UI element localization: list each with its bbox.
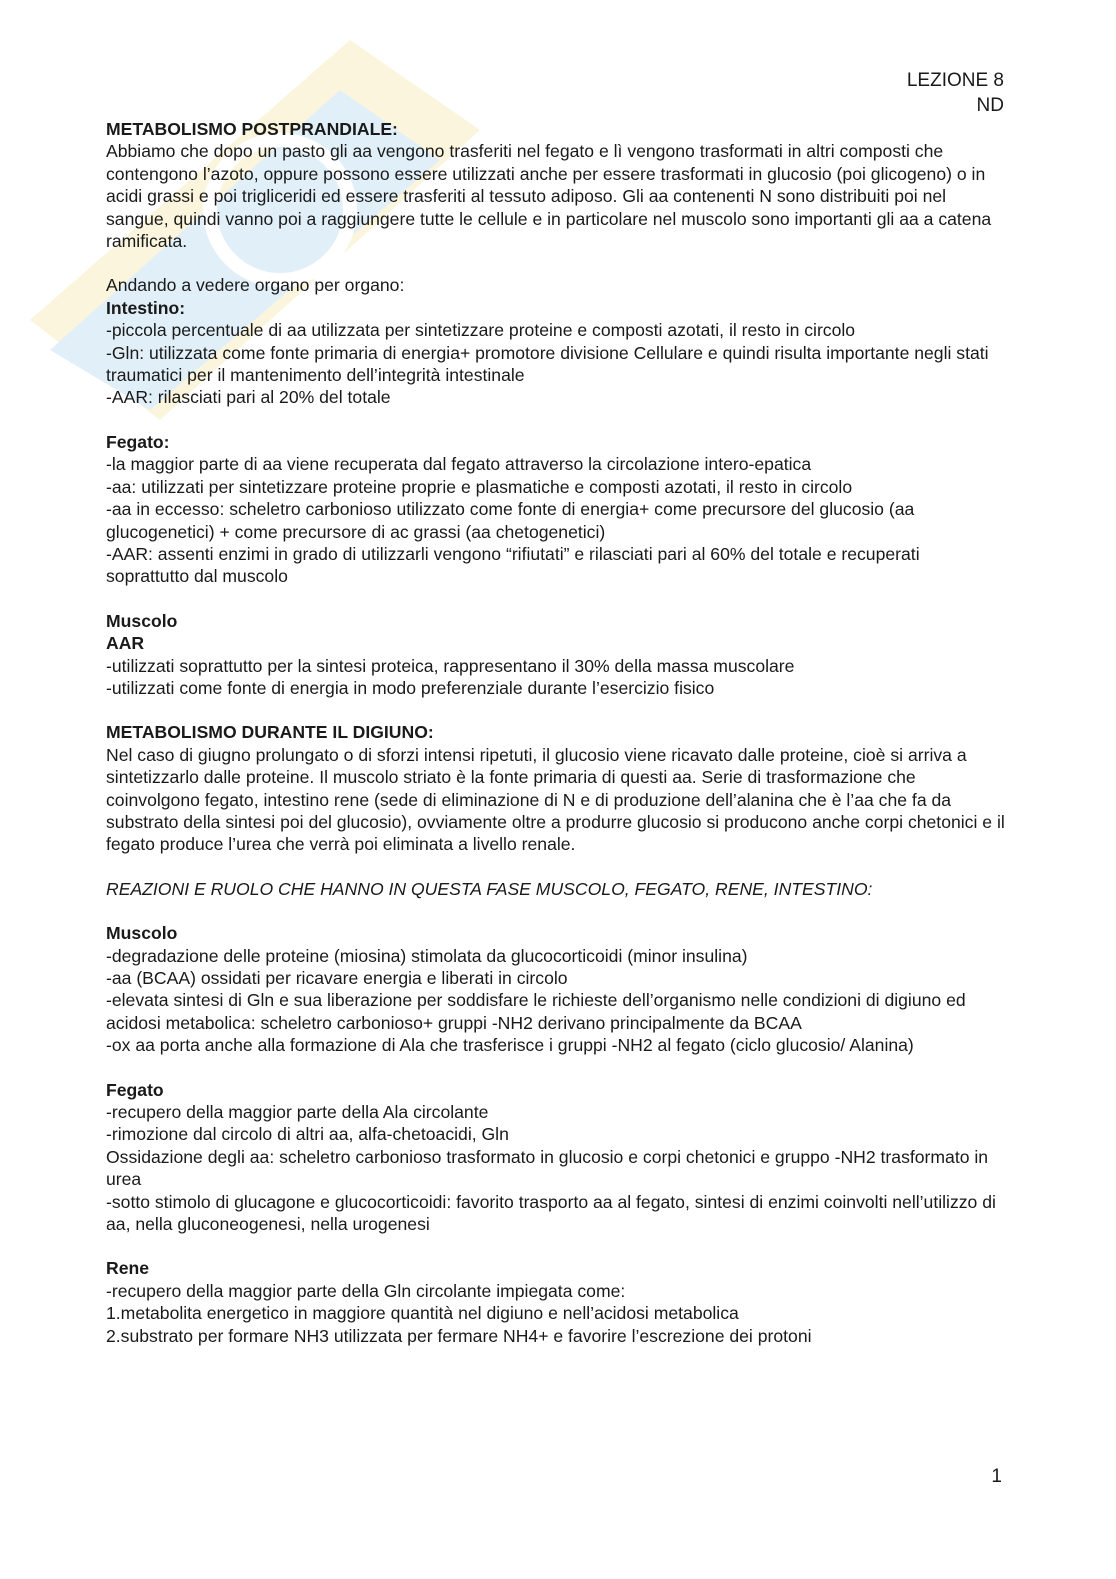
list-line: -degradazione delle proteine (miosina) stimolata da glucocorticoidi (minor insulina) [106, 945, 748, 966]
subheading-fegato: Fegato [106, 1079, 164, 1100]
list-line: -elevata sintesi di Gln e sua liberazione per soddisfare le richieste dell’organismo nelle condizioni di digiuno ed acidosi metabolica: scheletro carbonioso+ gruppi -NH2 derivano principalmente da BCAA [106, 990, 966, 1033]
document-body [106, 118, 1006, 1347]
list-line: Ossidazione degli aa: scheletro carbonioso trasformato in glucosio e corpi chetonici e gruppo -NH2 trasformato in urea [106, 1146, 989, 1190]
page-number: 1 [991, 1466, 1002, 1487]
subheading-muscolo: Muscolo [106, 923, 178, 944]
list-line: -recupero della maggior parte della Gln circolante impiegata come: [106, 1280, 626, 1301]
list-line: 1.metabolita energetico in maggiore quantità nel digiuno e nell’acidosi metabolica [106, 1303, 739, 1324]
list-line: -aa (BCAA) ossidati per ricavare energia e liberati in circolo [106, 968, 568, 988]
subheading-rene: Rene [106, 1258, 150, 1279]
list-line: -piccola percentuale di aa utilizzata per sintetizzare proteine e composti azotati, il resto in circolo [106, 320, 856, 341]
list-line: -utilizzati come fonte di energia in modo preferenziale durante l’esercizio fisico [106, 677, 715, 698]
page-header [907, 68, 1004, 118]
list-line: -rimozione dal circolo di altri aa, alfa-chetoacidi, Gln [106, 1124, 509, 1145]
list-line: -ox aa porta anche alla formazione di Ala che trasferisce i gruppi -NH2 al fegato (ciclo glucosio/ Alanina) [106, 1035, 914, 1056]
list-line: -recupero della maggior parte della Ala circolante [106, 1102, 489, 1123]
subheading-muscolo: Muscolo [106, 610, 178, 631]
section-title-postprandial: METABOLISMO POSTPRANDIALE: [106, 119, 398, 139]
paragraph: Abbiamo che dopo un pasto gli aa vengono trasferiti nel fegato e lì vengono trasformati in altri composti che contengono l’azoto, oppure possono essere utilizzati anche per essere trasformati in glucosio (poi glicogeno) o in acidi grassi e poi trigliceridi ed essere trasferiti al tessuto adiposo. Gli aa contenenti N sono distribuiti poi nel sangue, quindi vanno poi a raggiungere tutte le cellule e in particolare nel muscolo sono importanti gli aa a catena ramificata. [106, 141, 992, 252]
subheading-fegato: Fegato: [106, 431, 170, 452]
list-line: -AAR: rilasciati pari al 20% del totale [106, 387, 391, 408]
author-initials: ND [976, 95, 1004, 116]
list-line: -sotto stimolo di glucagone e glucocorticoidi: favorito trasporto aa al fegato, sintesi di enzimi coinvolti nell’utilizzo di aa, nella gluconeogenesi, nella urogenesi [106, 1191, 996, 1235]
subheading-intestino: Intestino: [106, 297, 186, 318]
list-line: -Gln: utilizzata come fonte primaria di energia+ promotore divisione Cellulare e quindi risulta importante negli stati traumatici per il mantenimento dell’integrità intestinale [106, 342, 989, 386]
list-line: -aa: utilizzati per sintetizzare proteine proprie e plasmatiche e composti azotati, il resto in circolo [106, 476, 853, 497]
paragraph: Nel caso di giugno prolungato o di sforzi intensi ripetuti, il glucosio viene ricavato dalle proteine, cioè si arriva a sintetizzarlo dalle proteine. Il muscolo striato è la fonte primaria di questi aa. Serie di trasformazione che coinvolgono fegato, intestino rene (sede di eliminazione di N e di produzione dell’alanina che è l’aa che fa da substrato della sintesi poi del glucosio), ovviamente oltre a produrre glucosio si producono anche corpi chetonici e il fegato produce l’urea che verrà poi eliminata a livello renale. [106, 744, 1005, 855]
list-line: -utilizzati soprattutto per la sintesi proteica, rappresentano il 30% della massa muscolare [106, 655, 795, 676]
paragraph: Andando a vedere organo per organo: [106, 275, 405, 296]
list-line: -la maggior parte di aa viene recuperata dal fegato attraverso la circolazione intero-epatica [106, 454, 812, 475]
list-line: -AAR: assenti enzimi in grado di utilizzarli vengono “rifiutati” e rilasciati pari al 60% del totale e recuperati soprattutto dal muscolo [106, 543, 920, 587]
section-title-fasting: METABOLISMO DURANTE IL DIGIUNO: [106, 722, 434, 743]
list-line: -aa in eccesso: scheletro carbonioso utilizzato come fonte di energia+ come precursore del glucosio (aa glucogenetici) + come precursore di ac grassi (aa chetogenetici) [106, 499, 915, 542]
list-line: 2.substrato per formare NH3 utilizzata per fermare NH4+ e favorire l’escrezione dei protoni [106, 1325, 812, 1346]
italic-heading: REAZIONI E RUOLO CHE HANNO IN QUESTA FASE MUSCOLO, FEGATO, RENE, INTESTINO: [106, 878, 873, 899]
subheading-aar: AAR [106, 633, 145, 654]
lesson-label: LEZIONE 8 [906, 70, 1004, 91]
